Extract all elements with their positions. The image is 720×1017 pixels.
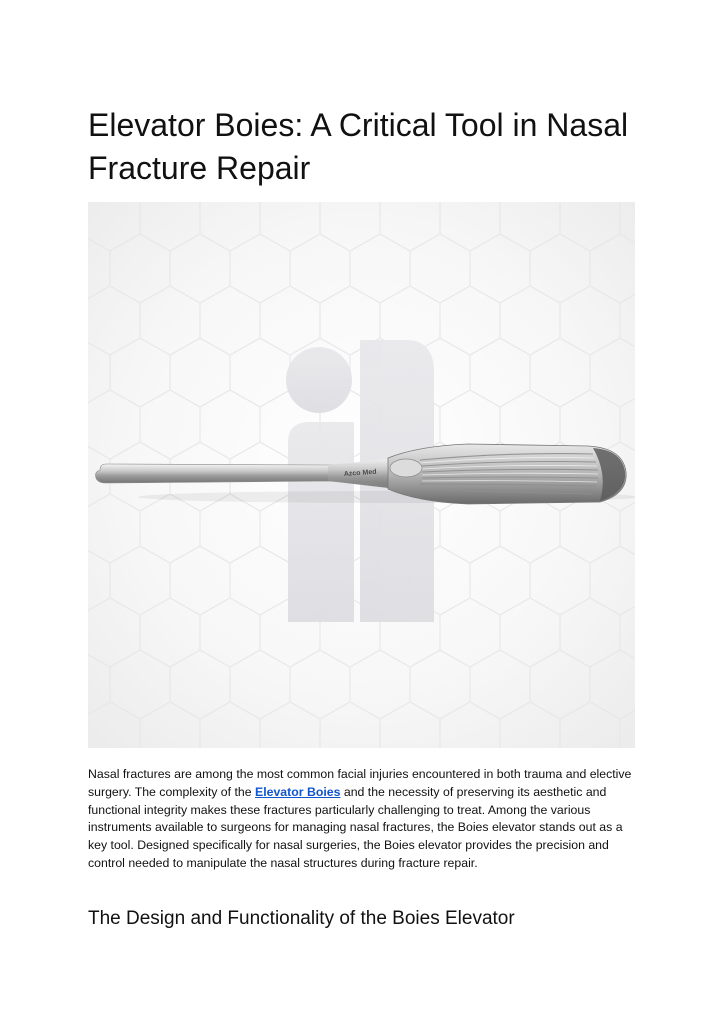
- intro-text-2: and the necessity of preserving its aesthetic and functional integrity makes these fractures particularly challenging to treat. Among the various instruments available to surgeons for managing nasal fractures, the Boies elevator stands out as a key tool. Designed specifically for nasal surgeries, the Boies elevator provides the precision and control needed to manipulate the nasal structures during fracture repair.: [88, 784, 623, 870]
- intro-text-1: Nasal fractures are among the most common facial injuries encountered in both trauma and elective surgery. The complexity of the: [88, 767, 632, 799]
- instrument-engraving: Azco Med: [343, 468, 377, 478]
- intro-paragraph: [88, 766, 640, 873]
- section-heading: The Design and Functionality of the Boies Elevator: [88, 908, 515, 929]
- elevator-boies-link[interactable]: Elevator Boies: [255, 784, 341, 799]
- product-image: [88, 202, 635, 748]
- elevator-boies-illustration: [88, 202, 635, 748]
- page-title: Elevator Boies: A Critical Tool in Nasal Fracture Repair: [88, 107, 629, 186]
